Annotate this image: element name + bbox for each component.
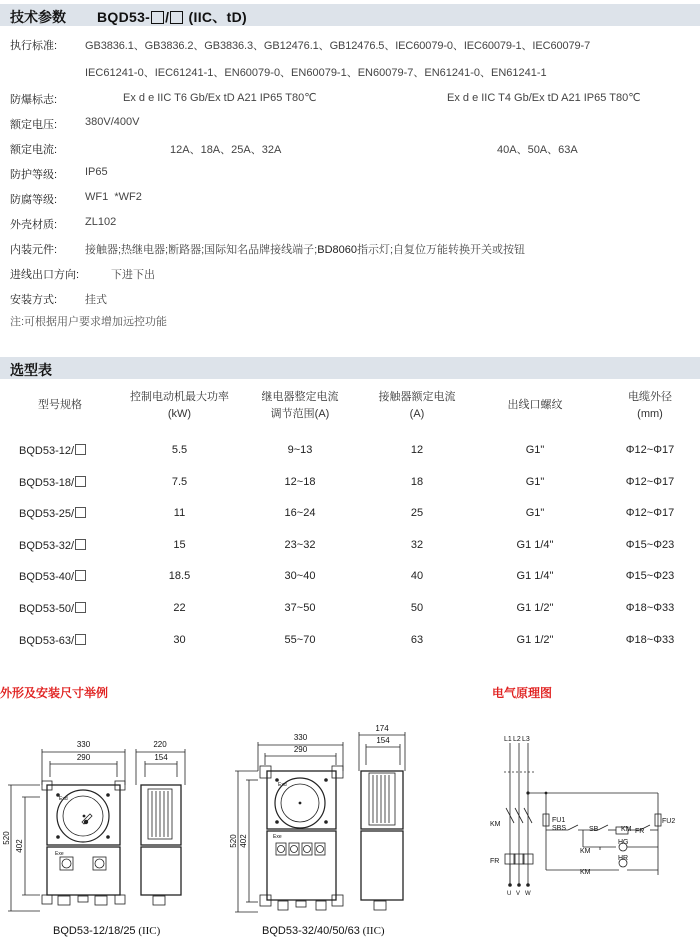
spec-model: BQD53- / (IIC、tD): [97, 9, 247, 25]
sch-fu2: FU2: [662, 818, 676, 825]
cell-power: 7.5: [171, 476, 188, 488]
cell-cable: Φ18~Φ33: [625, 634, 675, 646]
cell-cable: Φ18~Φ33: [625, 602, 675, 614]
col-header-thread: 出线口螺纹: [507, 399, 563, 411]
sch-fu1: FU1: [552, 817, 566, 824]
install-value: 挂式: [85, 294, 107, 306]
d2-exd: Exd: [278, 782, 287, 788]
exec-std-line2: IEC61241-0、IEC61241-1、EN60079-0、EN60079-1、EN60079-7、EN61241-0、EN61241-1: [85, 67, 547, 79]
checkbox-square-icon: [75, 539, 86, 550]
current-label: 额定电流:: [10, 144, 58, 156]
sch-l3: L3: [522, 736, 530, 743]
spec-title: 技术参数: [10, 9, 66, 25]
cell-cable: Φ15~Φ23: [625, 570, 675, 582]
caption-drawing-2: BQD53-32/40/50/63 (IIC): [262, 925, 385, 937]
sch-fr-main: FR: [490, 858, 500, 865]
shell-label: 外壳材质:: [10, 219, 58, 231]
sch-hg: HG: [618, 839, 629, 846]
cell-model: BQD53-63/: [19, 634, 86, 647]
d1-exd: Exd: [59, 796, 68, 802]
exec-std-line1: GB3836.1、GB3836.2、GB3836.3、GB12476.1、GB12476.5、IEC60079-0、IEC60079-1、IEC60079-7: [85, 40, 591, 52]
d2-exe: Exe: [273, 834, 282, 840]
cell-range: 16~24: [284, 507, 316, 519]
cell-range: 30~40: [284, 570, 316, 582]
cell-cable: Φ12~Φ17: [625, 507, 675, 519]
checkbox-square-icon: [151, 11, 164, 24]
cell-range: 9~13: [287, 444, 313, 456]
cell-cable: Φ15~Φ23: [625, 539, 675, 551]
d1-w-inner: 290: [76, 753, 91, 762]
voltage-label: 额定电压:: [10, 119, 58, 131]
sch-fr-ctrl: FR: [635, 828, 645, 835]
cell-power: 30: [173, 634, 186, 646]
shell-value: ZL102: [85, 216, 117, 228]
cell-current: 18: [410, 476, 424, 488]
cell-thread: G1 1/2": [516, 634, 554, 646]
install-label: 安装方式:: [10, 294, 58, 306]
d2-side-inner: 154: [376, 736, 390, 745]
sch-v: V: [516, 891, 521, 897]
cell-model: BQD53-40/: [19, 570, 86, 583]
cell-model: BQD53-12/: [19, 444, 86, 457]
cell-thread: G1 1/2": [516, 602, 554, 614]
d1-side-inner: 154: [154, 753, 168, 762]
io-label: 进线出口方向:: [10, 269, 80, 281]
outline-drawing-1: [0, 725, 190, 925]
col-header-cable: 电缆外径 (mm): [628, 391, 672, 420]
sch-sbs: SBS: [552, 825, 567, 832]
inner-value: 接触器;热继电器;断路器;国际知名品牌接线端子;BD8060指示灯;自复位万能转换开关或按钮: [85, 244, 526, 256]
voltage-value: 380V/400V: [85, 116, 140, 128]
checkbox-square-icon: [75, 507, 86, 518]
anticorr-value: WF1 *WF2: [85, 191, 142, 203]
checkbox-square-icon: [170, 11, 183, 24]
cell-thread: G1": [525, 507, 545, 519]
cell-model: BQD53-25/: [19, 507, 86, 520]
drawings-title: 外形及安装尺寸举例: [0, 686, 109, 700]
exmark-a: Ex d e IIC T6 Gb/Ex tD A21 IP65 T80℃: [123, 92, 317, 104]
cell-thread: G1 1/4": [516, 539, 554, 551]
current-b: 40A、50A、63A: [497, 144, 578, 156]
d1-h-inner: 402: [15, 839, 24, 853]
cell-model: BQD53-50/: [19, 602, 86, 615]
col-header-power: 控制电动机最大功率 (kW): [130, 391, 229, 420]
col-header-current: 接触器额定电流 (A): [378, 391, 456, 420]
d2-h-inner: 402: [239, 834, 248, 848]
cell-current: 50: [410, 602, 424, 614]
d2-w-outer: 330: [293, 733, 308, 742]
cell-thread: G1 1/4": [516, 570, 554, 582]
sch-l2: L2: [513, 736, 521, 743]
col-header-range: 继电器整定电流 调节范围(A): [261, 391, 339, 420]
cell-current: 25: [410, 507, 424, 519]
cell-cable: Φ12~Φ17: [625, 476, 675, 488]
d1-side-outer: 220: [153, 740, 167, 749]
cell-current: 63: [410, 634, 424, 646]
sch-u: U: [507, 891, 512, 897]
d1-h-outer: 520: [2, 831, 11, 845]
sch-sb: SB: [589, 826, 599, 833]
sch-hr: HR: [618, 855, 629, 862]
cell-model: BQD53-18/: [19, 476, 86, 489]
selection-header-bar: [0, 357, 700, 379]
exmark-b: Ex d e IIC T4 Gb/Ex tD A21 IP65 T80℃: [447, 92, 641, 104]
cell-power: 5.5: [171, 444, 188, 456]
outline-drawing-2: [228, 725, 418, 925]
col-header-model: 型号规格: [38, 399, 82, 411]
cell-power: 18.5: [168, 570, 191, 582]
cell-range: 12~18: [284, 476, 316, 488]
cell-current: 32: [410, 539, 424, 551]
anticorr-label: 防腐等级:: [10, 194, 58, 206]
inner-label: 内装元件:: [10, 244, 58, 256]
exmark-label: 防爆标志:: [10, 94, 58, 106]
current-a: 12A、18A、25A、32A: [170, 144, 282, 156]
checkbox-square-icon: [75, 602, 86, 613]
selection-title: 选型表: [10, 362, 52, 378]
cell-range: 37~50: [284, 602, 316, 614]
cell-model: BQD53-32/: [19, 539, 86, 552]
schematic-title: 电气原理图: [492, 686, 553, 700]
sch-km-aux: KM: [580, 848, 591, 855]
d2-h-outer: 520: [229, 834, 238, 848]
cell-thread: G1": [525, 476, 545, 488]
sch-w: W: [525, 891, 531, 897]
cell-range: 55~70: [284, 634, 316, 646]
cell-range: 23~32: [284, 539, 316, 551]
cell-current: 12: [410, 444, 424, 456]
cell-power: 15: [173, 539, 186, 551]
spec-header-bar: [0, 4, 700, 26]
d1-w-outer: 330: [76, 740, 91, 749]
electrical-schematic: [488, 730, 688, 930]
checkbox-square-icon: [75, 444, 86, 455]
exec-std-label: 执行标准:: [10, 40, 58, 52]
sch-km-coil: KM: [621, 826, 632, 833]
io-value: 下进下出: [111, 269, 155, 281]
checkbox-square-icon: [75, 570, 86, 581]
checkbox-square-icon: [75, 476, 86, 487]
protect-value: IP65: [85, 166, 108, 178]
sch-km-main: KM: [490, 821, 501, 828]
d2-side-outer: 174: [375, 725, 389, 733]
cell-power: 22: [173, 602, 186, 614]
spec-note: 注:可根据用户要求增加远控功能: [10, 316, 168, 328]
checkbox-square-icon: [75, 634, 86, 645]
sch-km-aux2: KM: [580, 869, 591, 876]
protect-label: 防护等级:: [10, 169, 58, 181]
d1-exe: Exe: [55, 851, 64, 857]
caption-drawing-1: BQD53-12/18/25 (IIC): [53, 925, 161, 937]
cell-cable: Φ12~Φ17: [625, 444, 675, 456]
cell-current: 40: [410, 570, 424, 582]
cell-power: 11: [173, 507, 186, 519]
d2-w-inner: 290: [293, 745, 308, 754]
cell-thread: G1": [525, 444, 545, 456]
sch-l1: L1: [504, 736, 512, 743]
